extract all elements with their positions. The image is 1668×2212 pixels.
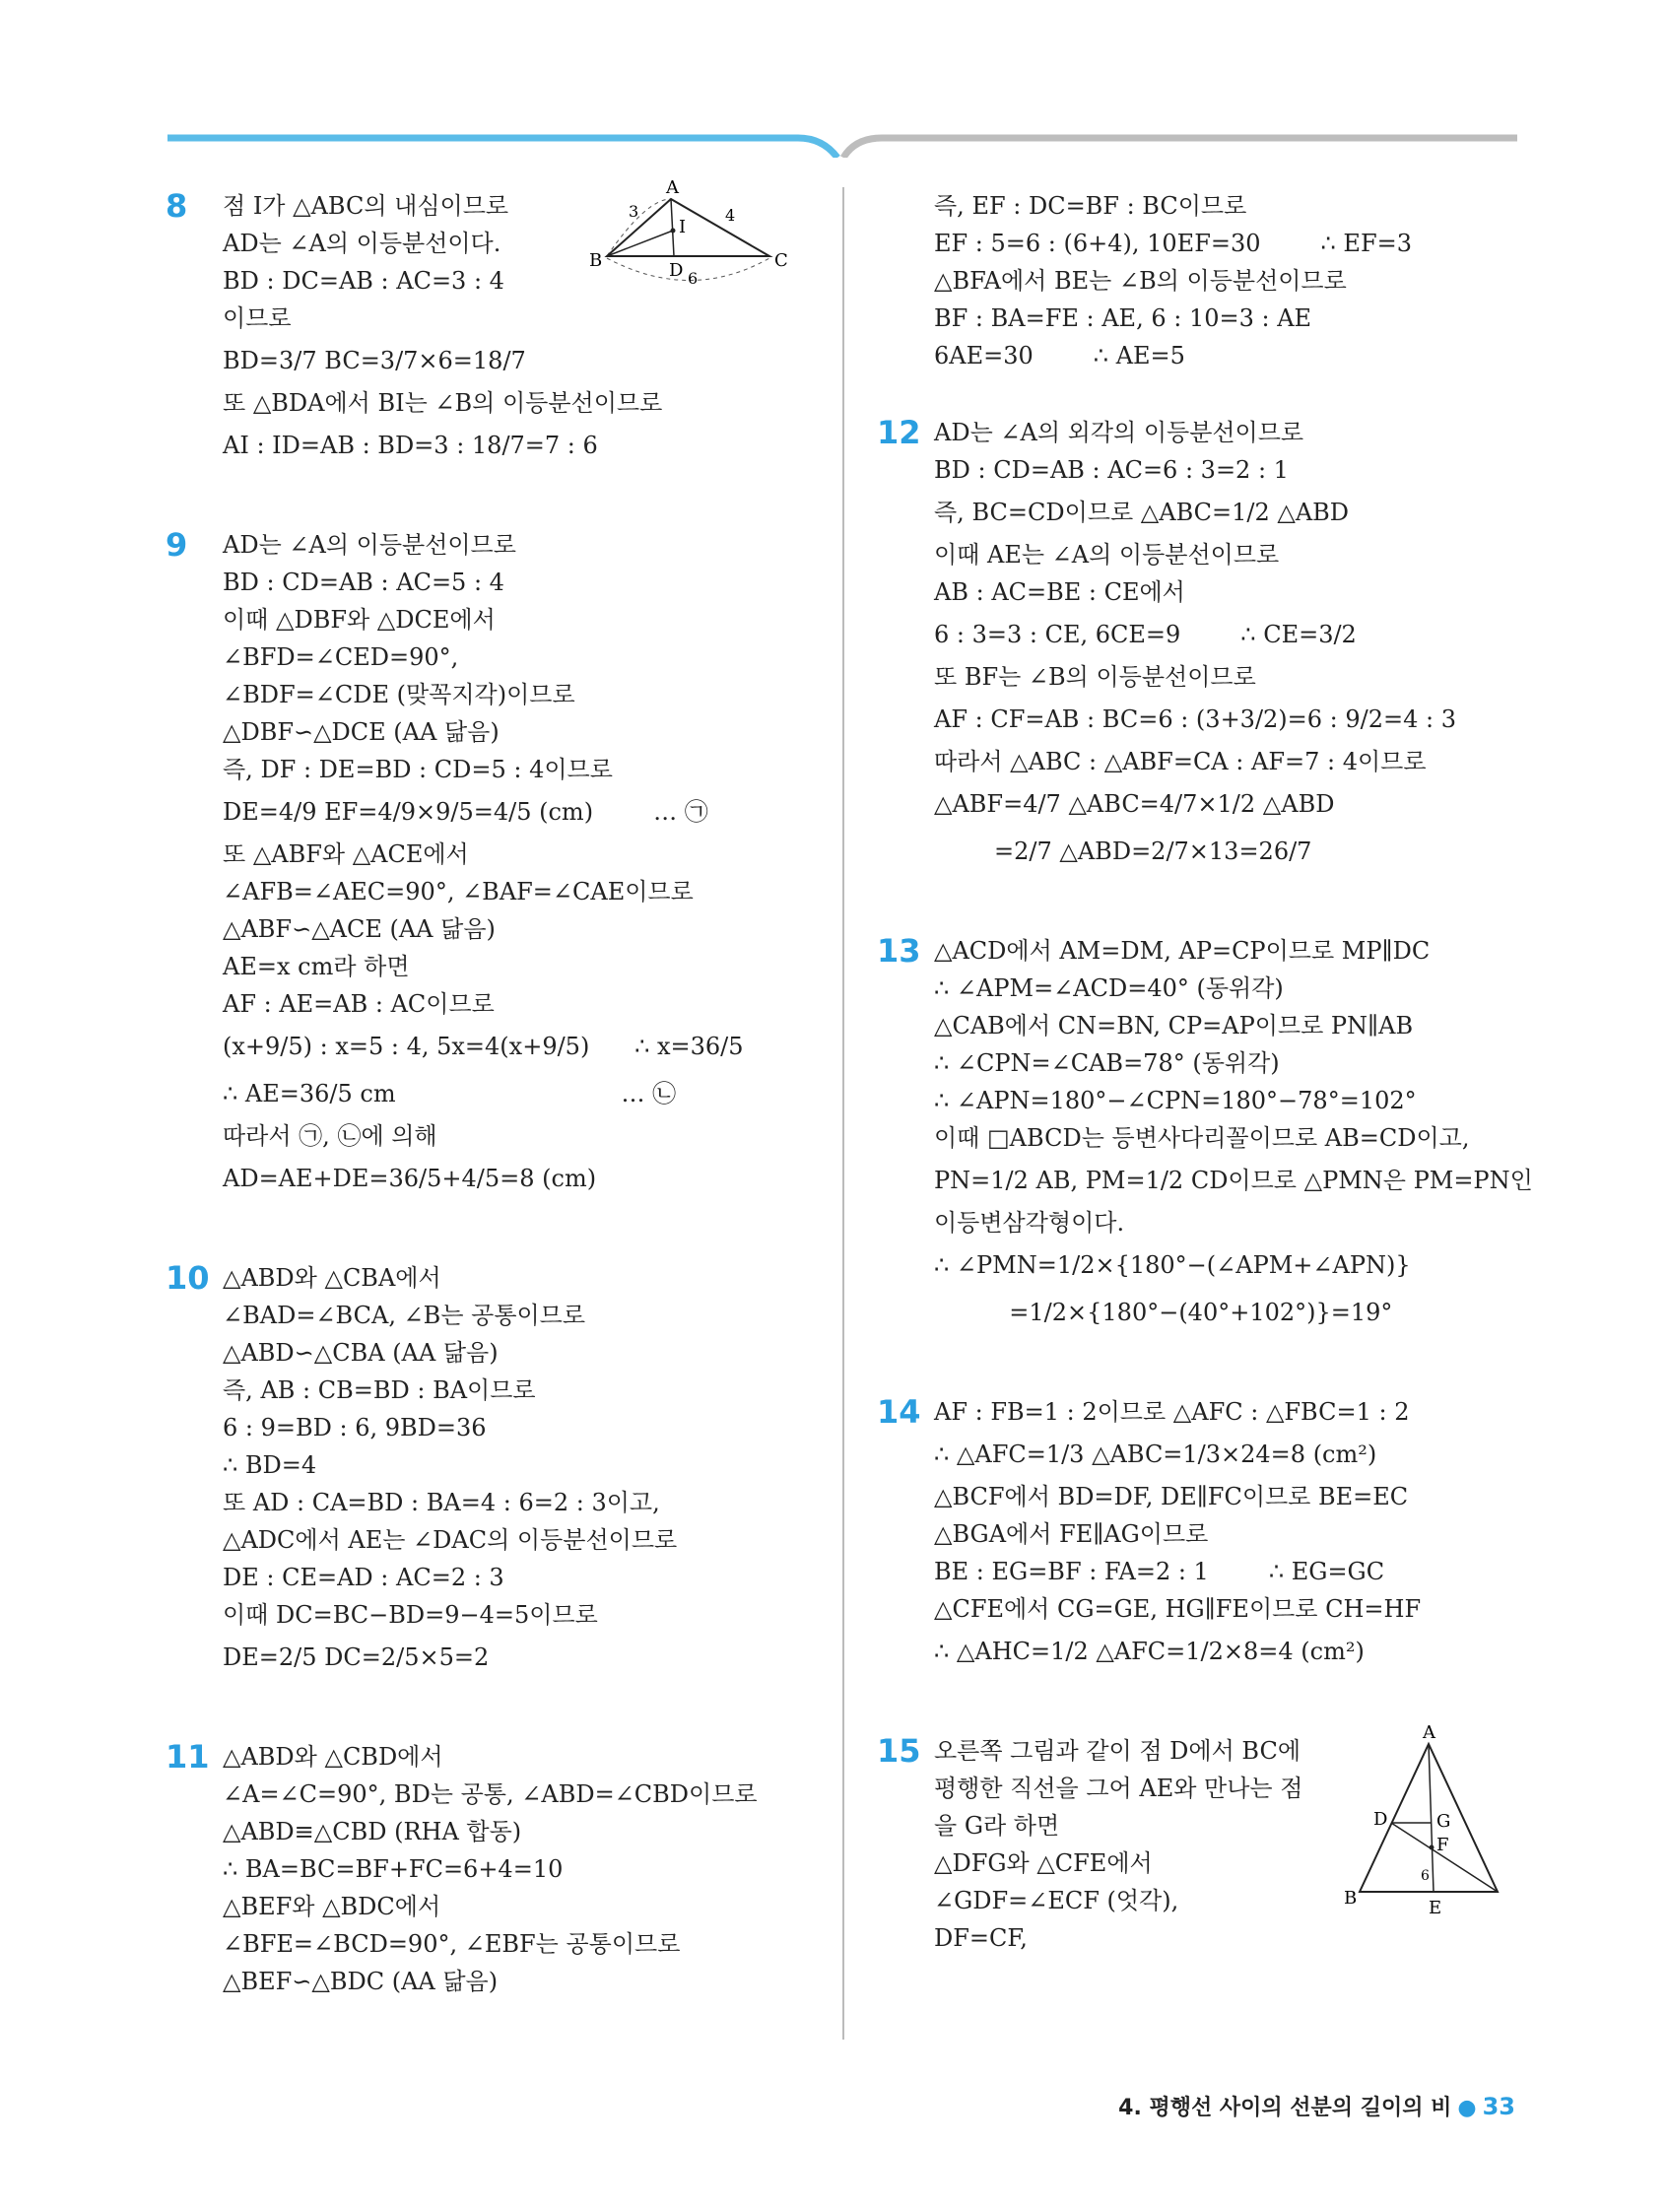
- solution-line: AF : CF=AB : BC=6 : (3+3/2)=6 : 9/2=4 : 3: [934, 705, 1457, 733]
- header-bar: [0, 0, 1668, 158]
- problem-11-continued: [877, 187, 1527, 374]
- problem-number: 12: [877, 414, 921, 451]
- solution-line: 즉, BC=CD이므로 △ABC=1/2 △ABD: [934, 499, 1350, 526]
- solution-line: ∴ BA=BC=BF+FC=6+4=10: [223, 1855, 564, 1883]
- solution-line: △ABD≡△CBD (RHA 합동): [223, 1818, 522, 1845]
- solution-line: 이때 AE는 ∠A의 이등분선이므로: [934, 541, 1280, 569]
- problem-15: [877, 1724, 1527, 1957]
- triangle-figure-8: [577, 179, 804, 288]
- solution-line: ∴ ∠CPN=∠CAB=78° (동위각): [934, 1049, 1280, 1077]
- solution-line: 또 BF는 ∠B의 이등분선이므로: [934, 663, 1256, 691]
- solution-line: BE : EG=BF : FA=2 : 1 ∴ EG=GC: [934, 1558, 1385, 1585]
- solution-line: 이등변삼각형이다.: [934, 1209, 1125, 1237]
- solution-text: [223, 1738, 835, 2000]
- solution-line: BF : BA=FE : AE, 6 : 10=3 : AE: [934, 304, 1312, 332]
- solution-line: ∴ ∠PMN=1/2×{180°−(∠APM+∠APN)}: [934, 1251, 1411, 1279]
- solution-line: △CFE에서 CG=GE, HG∥FE이므로 CH=HF: [934, 1595, 1422, 1623]
- solution-line: ∠GDF=∠ECF (엇각),: [934, 1887, 1179, 1914]
- solution-line: =1/2×{180°−(40°+102°)}=19°: [934, 1299, 1393, 1326]
- vertex-label: B: [1344, 1888, 1358, 1909]
- solution-line: △BCF에서 BD=DF, DE∥FC이므로 BE=EC: [934, 1483, 1409, 1510]
- column-divider: [842, 187, 844, 2040]
- problem-number: 9: [166, 526, 188, 564]
- solution-line: ∴ △AHC=1/2 △AFC=1/2×8=4 (cm²): [934, 1638, 1365, 1665]
- solution-line: △ADC에서 AE는 ∠DAC의 이등분선이므로: [223, 1526, 678, 1554]
- solution-line: BD : DC=AB : AC=3 : 4: [223, 267, 504, 295]
- solution-line: ∠A=∠C=90°, BD는 공통, ∠ABD=∠CBD이므로: [223, 1780, 758, 1808]
- solution-line: △ABD와 △CBD에서: [223, 1743, 443, 1771]
- vertex-label: G: [1436, 1811, 1451, 1832]
- solution-line: ∠BFD=∠CED=90°,: [223, 643, 459, 671]
- bullet-icon: ●: [1457, 2096, 1477, 2120]
- solution-line: AF : AE=AB : AC이므로: [223, 990, 495, 1018]
- solution-text: [934, 414, 1527, 875]
- solution-line: AD는 ∠A의 이등분선이므로: [223, 531, 516, 559]
- solution-line: 이므로: [223, 304, 292, 332]
- left-column: [166, 179, 835, 2057]
- problem-14: [877, 1393, 1527, 1675]
- solution-line: ∴ BD=4: [223, 1451, 317, 1479]
- solution-line: 이때 □ABCD는 등변사다리꼴이므로 AB=CD이고,: [934, 1124, 1470, 1152]
- side-label: 6: [688, 269, 699, 288]
- vertex-label: C: [774, 250, 788, 271]
- solution-line: DE=4/9 EF=4/9×9/5=4/5 (cm) … ㉠: [223, 798, 708, 826]
- solution-line: AD는 ∠A의 이등분선이다.: [223, 230, 501, 257]
- solution-line: △DFG와 △CFE에서: [934, 1849, 1153, 1877]
- solution-line: △CAB에서 CN=BN, CP=AP이므로 PN∥AB: [934, 1012, 1414, 1039]
- solution-text: [934, 932, 1533, 1336]
- solution-line: 평행한 직선을 그어 AE와 만나는 점: [934, 1775, 1303, 1802]
- solution-line: BD=3/7 BC=3/7×6=18/7: [223, 347, 526, 374]
- solution-line: △ABD와 △CBA에서: [223, 1264, 441, 1292]
- vertex-label: A: [1423, 1724, 1435, 1743]
- solution-line: ∴ ∠APM=∠ACD=40° (동위각): [934, 974, 1284, 1002]
- solution-line: AI : ID=AB : BD=3 : 18/7=7 : 6: [223, 432, 598, 459]
- solution-line: 즉, DF : DE=BD : CD=5 : 4이므로: [223, 756, 613, 783]
- solution-text: [223, 1259, 835, 1681]
- vertex-label: B: [589, 250, 603, 271]
- solution-line: AD는 ∠A의 외각의 이등분선이므로: [934, 419, 1304, 446]
- solution-line: ∴ △AFC=1/3 △ABC=1/3×24=8 (cm²): [934, 1441, 1377, 1468]
- solution-line: △DBF∽△DCE (AA 닮음): [223, 718, 500, 746]
- solution-line: 따라서 △ABC : △ABF=CA : AF=7 : 4이므로: [934, 748, 1427, 775]
- solution-line: ∴ AE=36/5 cm … ㉡: [223, 1080, 677, 1107]
- solution-line: AB : AC=BE : CE에서: [934, 578, 1185, 606]
- solution-line: △BEF∽△BDC (AA 닮음): [223, 1968, 499, 1995]
- solution-line: ∠BAD=∠BCA, ∠B는 공통이므로: [223, 1302, 586, 1329]
- solution-line: BD : CD=AB : AC=6 : 3=2 : 1: [934, 456, 1289, 484]
- solution-line: 6 : 9=BD : 6, 9BD=36: [223, 1414, 487, 1441]
- solution-line: AF : FB=1 : 2이므로 △AFC : △FBC=1 : 2: [934, 1398, 1410, 1426]
- problem-11: [166, 1738, 835, 2000]
- solution-line: DE=2/5 DC=2/5×5=2: [223, 1643, 490, 1671]
- vertex-label: I: [679, 217, 687, 237]
- solution-line: 이때 △DBF와 △DCE에서: [223, 606, 496, 634]
- problem-8: [166, 179, 835, 469]
- solution-line: 오른쪽 그림과 같이 점 D에서 BC에: [934, 1737, 1301, 1765]
- problem-number: 14: [877, 1393, 921, 1431]
- chapter-title: 4. 평행선 사이의 선분의 길이의 비: [1118, 2096, 1452, 2120]
- right-column: [877, 187, 1533, 1957]
- solution-line: 즉, EF : DC=BF : BC이므로: [934, 192, 1247, 220]
- solution-line: PN=1/2 AB, PM=1/2 CD이므로 △PMN은 PM=PN인: [934, 1167, 1533, 1194]
- solution-line: 따라서 ㉠, ㉡에 의해: [223, 1122, 437, 1150]
- solution-line: 을 G라 하면: [934, 1812, 1060, 1840]
- solution-line: =2/7 △ABD=2/7×13=26/7: [934, 838, 1312, 865]
- solution-line: 즉, AB : CB=BD : BA이므로: [223, 1376, 536, 1404]
- problem-9: [166, 526, 835, 1202]
- vertex-label: E: [1429, 1898, 1442, 1918]
- vertex-label: D: [1373, 1809, 1388, 1830]
- solution-line: ∠BFE=∠BCD=90°, ∠EBF는 공통이므로: [223, 1930, 681, 1958]
- solution-line: △BEF와 △BDC에서: [223, 1893, 441, 1920]
- solution-line: BD : CD=AB : AC=5 : 4: [223, 569, 504, 596]
- side-label: 4: [725, 206, 736, 225]
- solution-line: 또 AD : CA=BD : BA=4 : 6=2 : 3이고,: [223, 1489, 660, 1516]
- solution-line: △ABD∽△CBA (AA 닮음): [223, 1339, 499, 1367]
- page-footer: [1118, 2091, 1515, 2121]
- solution-line: 점 I가 △ABC의 내심이므로: [223, 192, 509, 220]
- solution-line: △ABF=4/7 △ABC=4/7×1/2 △ABD: [934, 790, 1335, 818]
- solution-line: 이때 DC=BC−BD=9−4=5이므로: [223, 1601, 598, 1629]
- problem-number: 15: [877, 1732, 921, 1770]
- triangle-figure-15: [1330, 1724, 1517, 1921]
- solution-line: AD=AE+DE=36/5+4/5=8 (cm): [223, 1165, 597, 1192]
- solution-line: AE=x cm라 하면: [223, 953, 410, 980]
- problem-number: 11: [166, 1738, 210, 1776]
- solution-line: EF : 5=6 : (6+4), 10EF=30 ∴ EF=3: [934, 230, 1412, 257]
- vertex-label: F: [1436, 1835, 1449, 1855]
- solution-line: DF=CF,: [934, 1924, 1028, 1952]
- solution-text: [223, 526, 835, 1202]
- side-label: 6: [1421, 1868, 1430, 1884]
- solution-line: ∠BDF=∠CDE (맞꼭지각)이므로: [223, 681, 575, 708]
- solution-line: 6 : 3=3 : CE, 6CE=9 ∴ CE=3/2: [934, 621, 1357, 648]
- problem-13: [877, 932, 1533, 1336]
- problem-10: [166, 1259, 835, 1681]
- solution-line: △ACD에서 AM=DM, AP=CP이므로 MP∥DC: [934, 937, 1431, 965]
- vertex-label: D: [669, 260, 684, 281]
- problem-number: 10: [166, 1259, 210, 1297]
- solution-text: [934, 1393, 1527, 1675]
- solution-line: ∴ ∠APN=180°−∠CPN=180°−78°=102°: [934, 1087, 1417, 1114]
- solution-line: △BFA에서 BE는 ∠B의 이등분선이므로: [934, 267, 1347, 295]
- side-label: 3: [629, 202, 639, 221]
- solution-line: (x+9/5) : x=5 : 4, 5x=4(x+9/5) ∴ x=36/5: [223, 1033, 744, 1060]
- solution-line: △BGA에서 FE∥AG이므로: [934, 1520, 1209, 1548]
- page-number: 33: [1482, 2093, 1515, 2120]
- solution-line: ∠AFB=∠AEC=90°, ∠BAF=∠CAE이므로: [223, 878, 694, 905]
- solution-line: △ABF∽△ACE (AA 닮음): [223, 915, 496, 943]
- solution-line: 또 △ABF와 △ACE에서: [223, 840, 469, 868]
- problem-number: 13: [877, 932, 921, 970]
- problem-12: [877, 414, 1527, 875]
- vertex-label: A: [666, 179, 679, 198]
- solution-line: 또 △BDA에서 BI는 ∠B의 이등분선이므로: [223, 389, 663, 417]
- solution-text: [934, 187, 1527, 374]
- problem-number: 8: [166, 187, 188, 225]
- solution-line: 6AE=30 ∴ AE=5: [934, 342, 1185, 369]
- solution-line: DE : CE=AD : AC=2 : 3: [223, 1564, 504, 1591]
